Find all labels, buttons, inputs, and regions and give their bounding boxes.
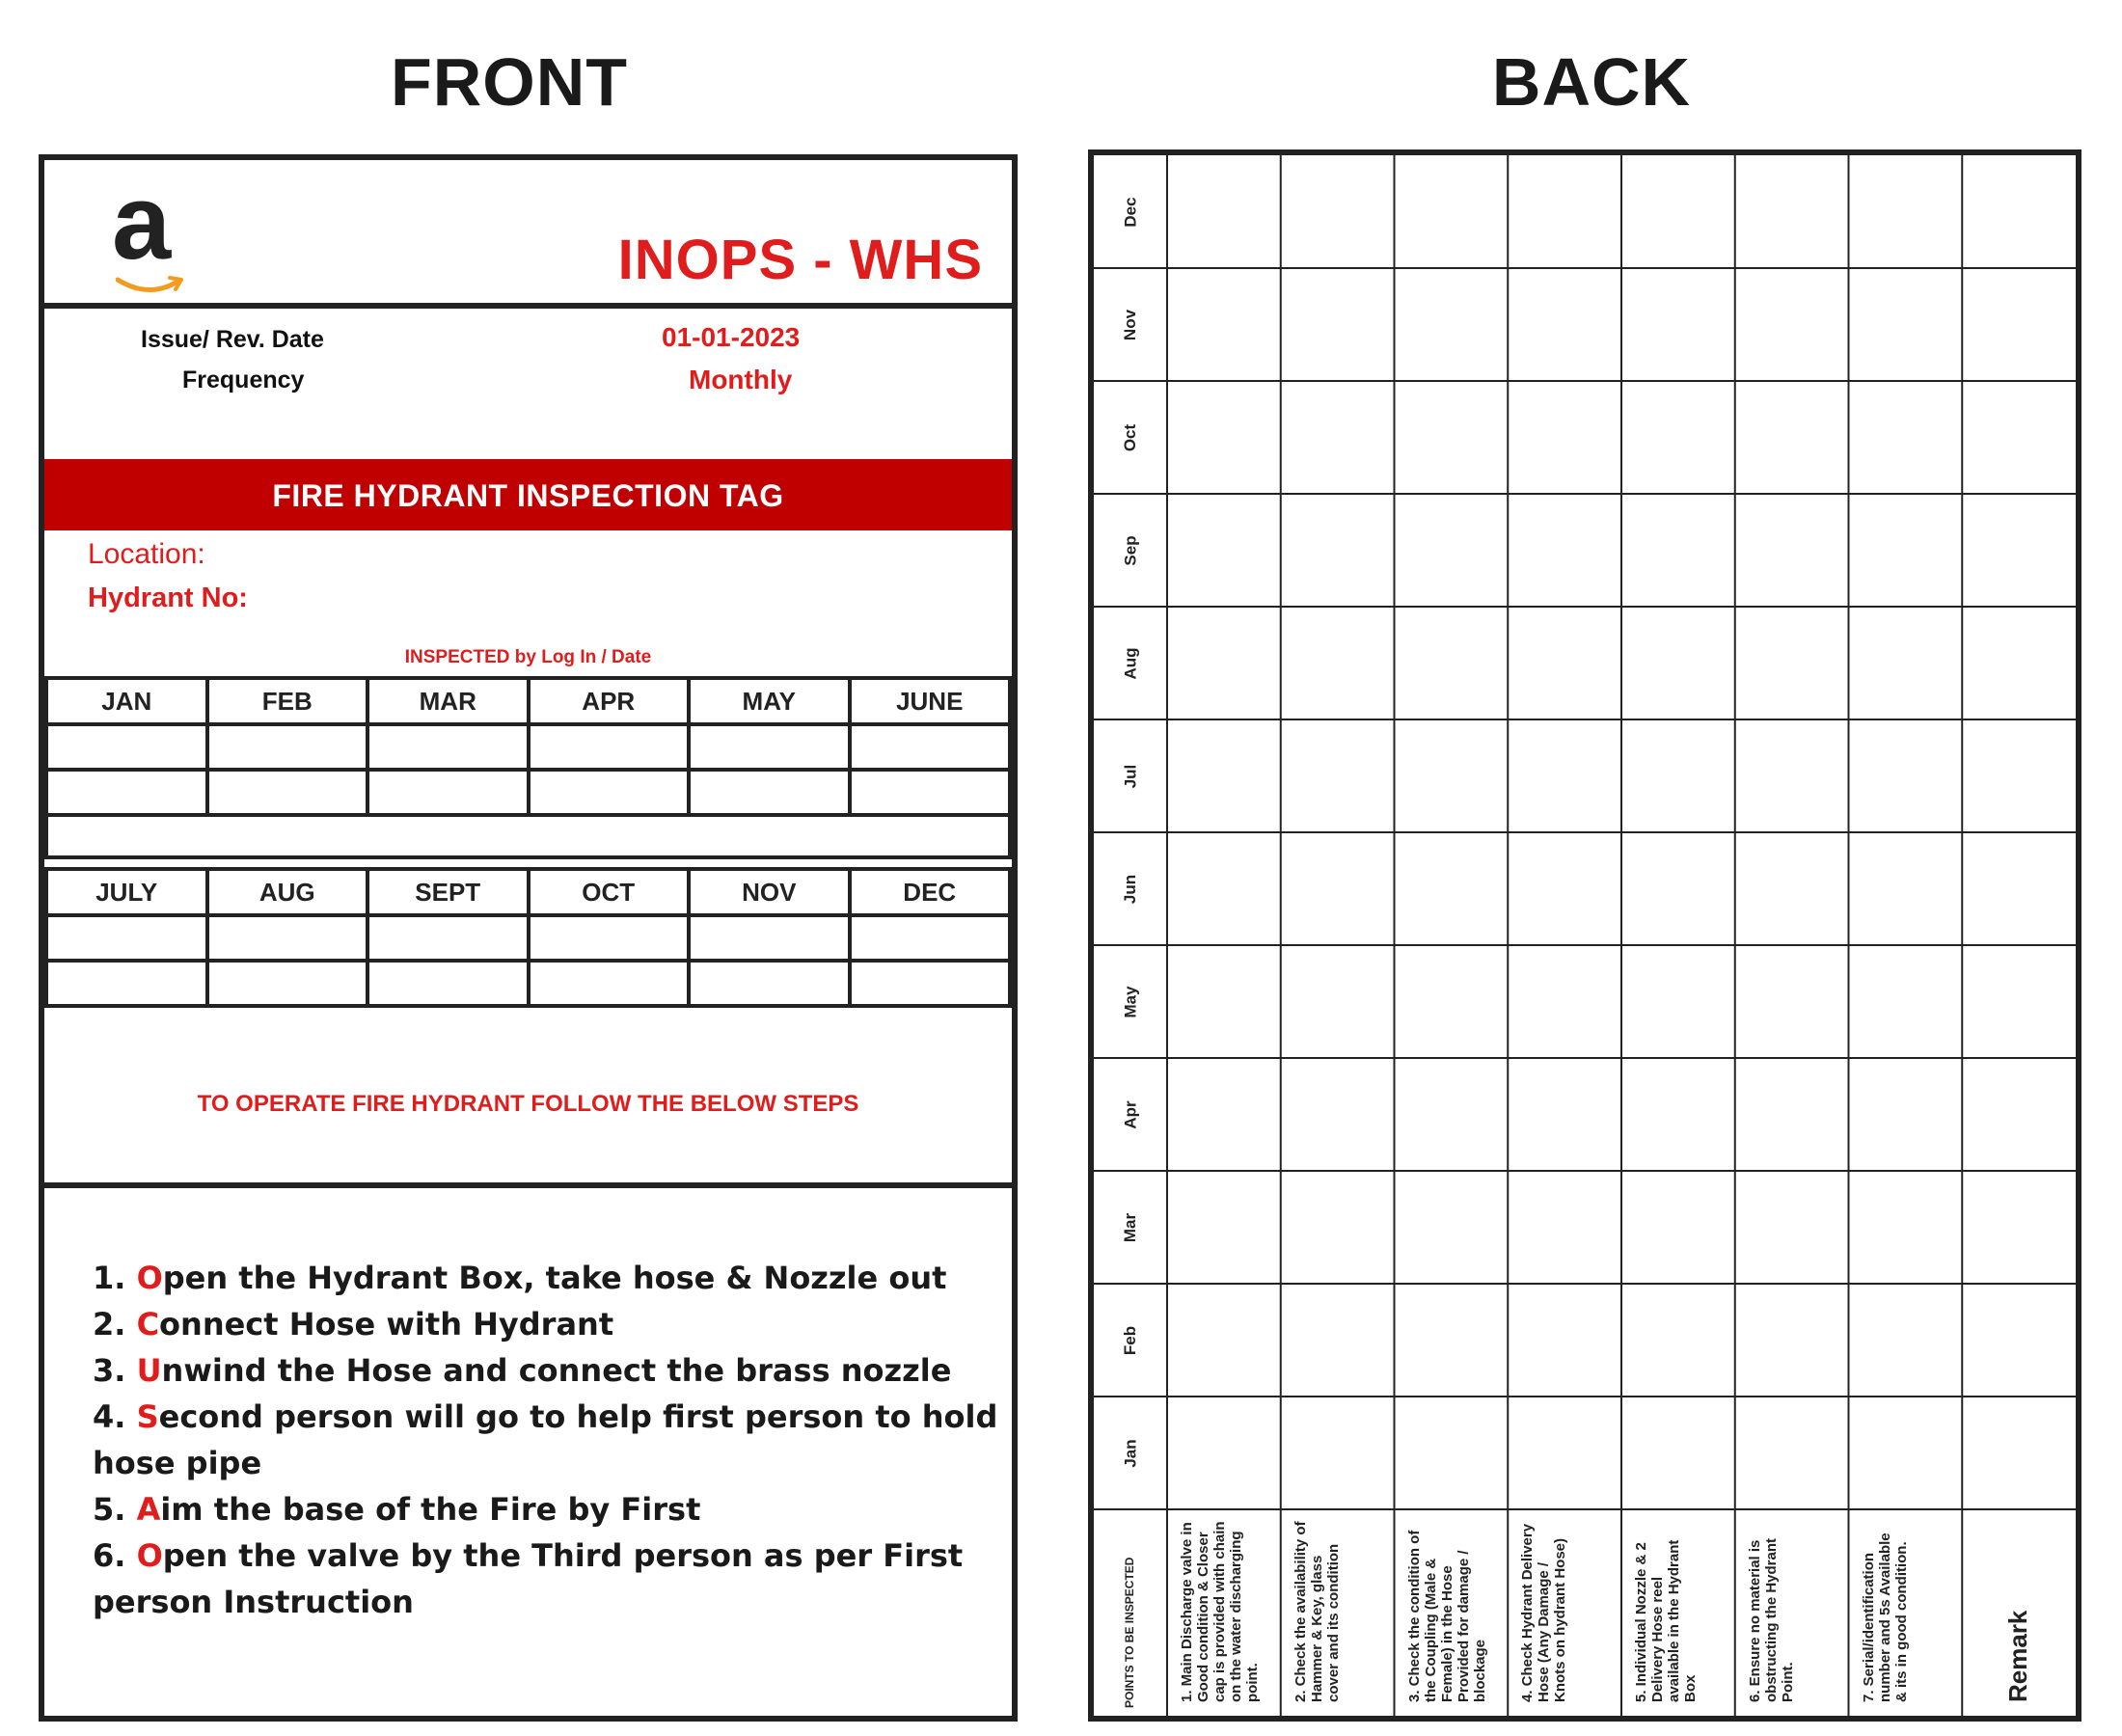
inspection-point-4: 4. Check Hydrant Delivery Hose (Any Damage / Knots on hydrant Hose): [1519, 1523, 1569, 1702]
back-check-grid: [1094, 155, 2076, 1716]
points-header: POINTS TO BE INSPECTED: [1123, 1557, 1136, 1708]
log-cell[interactable]: [529, 770, 690, 815]
back-month-mar: Mar: [1121, 1212, 1140, 1242]
month-mar: MAR: [367, 678, 529, 724]
back-month-sep: Sep: [1121, 534, 1140, 566]
tag-title-bar: FIRE HYDRANT INSPECTION TAG: [44, 459, 1012, 530]
log-cell[interactable]: [207, 915, 368, 961]
front-card: [39, 154, 1018, 1722]
log-cell[interactable]: [850, 724, 1011, 770]
header-divider: [44, 303, 1012, 309]
inspection-point-3: 3. Check the condition of the Coupling (Male & Female) in the Hose Provided for damage / blockage: [1405, 1530, 1488, 1702]
brand-title: INOPS - WHS: [617, 229, 983, 291]
log-cell[interactable]: [367, 724, 529, 770]
back-month-dec: Dec: [1121, 196, 1140, 228]
month-feb: FEB: [207, 678, 368, 724]
month-oct: OCT: [529, 869, 690, 915]
issue-date-label: Issue/ Rev. Date: [141, 326, 324, 353]
log-cell[interactable]: [46, 770, 207, 815]
operating-steps: [93, 1255, 999, 1625]
month-june: JUNE: [850, 678, 1011, 724]
frequency-value: Monthly: [689, 365, 793, 394]
month-nov: NOV: [689, 869, 850, 915]
month-apr: APR: [529, 678, 690, 724]
back-month-apr: Apr: [1121, 1099, 1140, 1129]
month-sept: SEPT: [367, 869, 529, 915]
log-cell[interactable]: [207, 770, 368, 815]
logo-letter: a: [112, 163, 172, 282]
back-month-oct: Oct: [1121, 423, 1140, 451]
log-cell[interactable]: [367, 915, 529, 961]
front-heading: FRONT: [390, 44, 629, 120]
amazon-logo: [112, 163, 199, 285]
log-cell[interactable]: [46, 961, 207, 1006]
step-1: 1. Open the Hydrant Box, take hose & Nozzle out: [93, 1260, 947, 1296]
issue-date-value: 01-01-2023: [662, 322, 801, 352]
operate-heading: TO OPERATE FIRE HYDRANT FOLLOW THE BELOW STEPS: [197, 1091, 859, 1117]
inspection-point-7: 7. Serial/identification number and 5s Available & its in good condition.: [1860, 1533, 1910, 1702]
log-cell[interactable]: [689, 724, 850, 770]
inspection-point-1: 1. Main Discharge valve in Good condition & Closer cap is provided with chain on the water discharging point.: [1179, 1521, 1261, 1702]
log-cell[interactable]: [529, 915, 690, 961]
back-month-may: May: [1121, 985, 1140, 1018]
log-cell[interactable]: [529, 961, 690, 1006]
step-4: 4. Second person will go to help first person to hold hose pipe: [93, 1398, 998, 1481]
log-cell[interactable]: [689, 961, 850, 1006]
inspection-grid-h2: [44, 867, 1012, 1008]
log-cell[interactable]: [46, 915, 207, 961]
log-cell[interactable]: [689, 915, 850, 961]
inspection-point-5: 5. Individual Nozzle & 2 Delivery Hose reel available in the Hydrant Box: [1633, 1539, 1699, 1702]
steps-divider: [44, 1182, 1012, 1188]
step-2: 2. Connect Hose with Hydrant: [93, 1306, 614, 1343]
back-month-jun: Jun: [1121, 874, 1140, 904]
step-5: 5. Aim the base of the Fire by First: [93, 1491, 701, 1528]
log-cell[interactable]: [46, 724, 207, 770]
location-label: Location:: [88, 538, 205, 570]
inspected-note: INSPECTED by Log In / Date: [404, 647, 652, 667]
log-cell[interactable]: [850, 915, 1011, 961]
back-month-jan: Jan: [1121, 1438, 1140, 1468]
step-6: 6. Open the valve by the Third person as per First person Instruction: [93, 1537, 964, 1620]
back-month-feb: Feb: [1121, 1325, 1140, 1355]
log-cell[interactable]: [689, 770, 850, 815]
grid-spacer: [46, 815, 1010, 857]
back-month-jul: Jul: [1120, 764, 1139, 788]
log-cell[interactable]: [850, 961, 1011, 1006]
inspection-point-2: 2. Check the availability of Hammer & Key, glass cover and its condition: [1292, 1521, 1342, 1702]
inspection-point-6: 6. Ensure no material is obstructing the Hydrant Point.: [1746, 1537, 1796, 1702]
month-jan: JAN: [46, 678, 207, 724]
back-month-aug: Aug: [1121, 646, 1140, 680]
log-cell[interactable]: [529, 724, 690, 770]
month-may: MAY: [689, 678, 850, 724]
remark-label: Remark: [2003, 1610, 2033, 1702]
step-3: 3. Unwind the Hose and connect the brass nozzle: [93, 1352, 952, 1389]
smile-arrow-icon: [116, 274, 185, 299]
back-card: [1088, 149, 2081, 1722]
frequency-label: Frequency: [182, 366, 305, 393]
log-cell[interactable]: [367, 770, 529, 815]
log-cell[interactable]: [207, 724, 368, 770]
log-cell[interactable]: [850, 770, 1011, 815]
month-dec: DEC: [850, 869, 1011, 915]
month-aug: AUG: [207, 869, 368, 915]
hydrant-number-label: Hydrant No:: [88, 583, 248, 613]
back-month-nov: Nov: [1121, 309, 1140, 340]
month-july: JULY: [46, 869, 207, 915]
log-cell[interactable]: [367, 961, 529, 1006]
log-cell[interactable]: [207, 961, 368, 1006]
inspection-grid-h1: [44, 676, 1012, 859]
back-heading: BACK: [1491, 44, 1692, 120]
